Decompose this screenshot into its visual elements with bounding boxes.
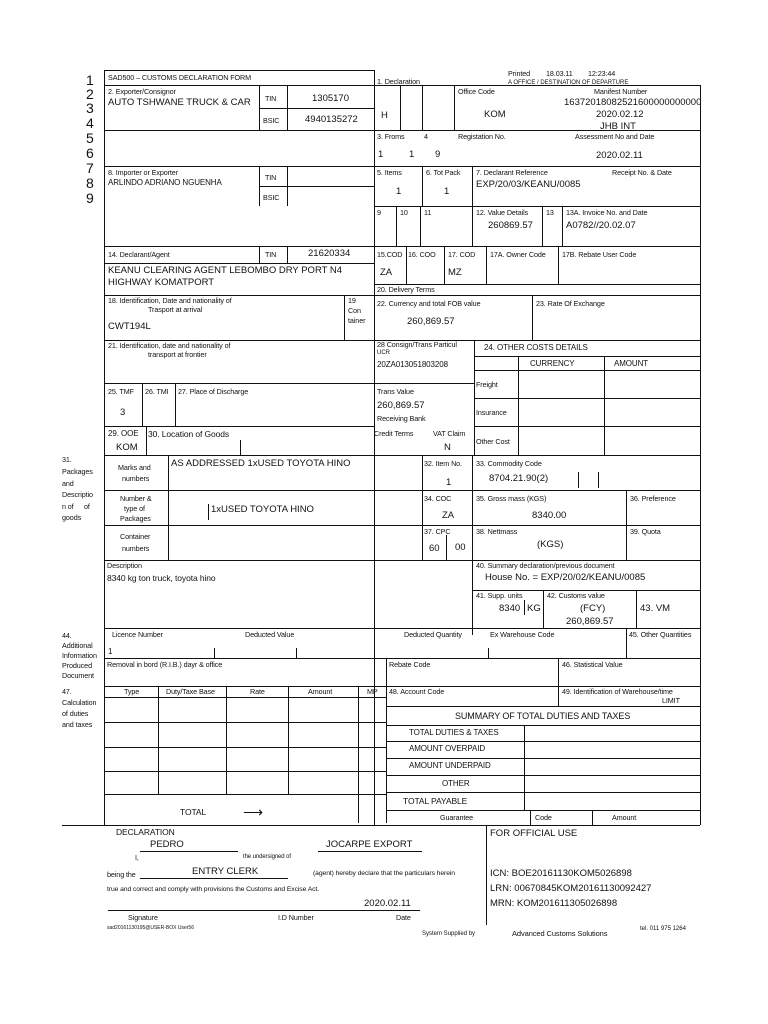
box10-label: 10 [400, 208, 408, 217]
cod17-value: MZ [448, 267, 462, 278]
insurance-label: Insurance [476, 408, 507, 417]
assessment-label: Assessment No and Date [575, 132, 655, 141]
summary-label: 40. Summary declaration/previous document [476, 561, 615, 570]
currency-column: CURRENCY [530, 359, 575, 368]
form-center-divider [374, 70, 375, 825]
guarantee-label: Guarantee [440, 813, 474, 822]
account-code-label: 48. Account Code [389, 687, 445, 696]
form-right-border [700, 85, 701, 825]
ooe-label: 29. OOE [108, 429, 139, 438]
declarant-tin-label: TIN [265, 250, 277, 259]
marks-label-1: Marks and [118, 463, 151, 472]
cpc-b: 00 [455, 542, 466, 553]
being-the-label: being the [107, 870, 136, 879]
deducted-value-label: Deducted Value [245, 630, 295, 639]
total-label: TOTAL [180, 807, 207, 817]
vat-label: VAT Claim [433, 429, 466, 438]
net-label: 38. Nettmass [476, 527, 518, 536]
invoice: A0782//20.02.07 [566, 220, 636, 231]
trans-value-label: Trans Value [377, 387, 414, 396]
declarant-ref: EXP/20/03/KEANU/0085 [476, 179, 581, 190]
statistical-value-label: 46. Statistical Value [562, 660, 623, 669]
form-top-border [104, 70, 374, 71]
summary-row-other: OTHER [442, 779, 470, 788]
cpc-label: 37. CPC [424, 527, 451, 536]
currency-label: 22. Currency and total FOB value [377, 299, 481, 308]
item-no: 1 [446, 477, 452, 488]
footer-user: sad20161130195@USER-BOX User56 [107, 925, 194, 931]
declaration-title: DECLARATION [116, 827, 175, 837]
duty-col-type: Type [124, 687, 140, 696]
declaration-agent-text: (agent) hereby declare that the particulars herein [313, 870, 455, 877]
other-cost-label: Other Cost [476, 437, 510, 446]
declaration-role: ENTRY CLERK [192, 866, 259, 877]
importer-name: ARLINDO ADRIANO NGUENHA [108, 178, 222, 187]
box9-label: 9 [377, 208, 381, 217]
official-mrn: MRN: KOM201611305026898 [490, 898, 618, 909]
exporter-bsic-label: BSIC [263, 116, 280, 125]
manifest-date: 2020.02.12 [596, 109, 644, 120]
item-no-label: 32. Item No. [424, 459, 462, 468]
manifest-place: JHB INT [600, 121, 636, 132]
exporter-label: 2. Exporter/Consignor [108, 87, 176, 96]
packages-value: 1xUSED TOYOTA HINO [211, 504, 314, 515]
arrow-right-icon: ⟶ [243, 804, 264, 820]
cod-label: 15.COD [377, 250, 403, 259]
number-label-2: type of [124, 504, 145, 513]
amount-column: AMOUNT [614, 359, 649, 368]
declarant-person: PEDRO [150, 839, 184, 850]
registration-label: Registation No. [458, 132, 506, 141]
ooe-value: KOM [116, 442, 138, 453]
duty-col-base: Duty/Taxe Base [166, 687, 215, 696]
importer-tin-label: TIN [265, 173, 277, 182]
signature-label: Signature [128, 913, 158, 922]
exporter-name: AUTO TSHWANE TRUCK & CAR [108, 97, 251, 108]
other-quantities-label: 45. Other Quantities [629, 630, 692, 639]
container-numbers-label-1: Container [120, 532, 151, 541]
additional-section-label: 44. [62, 631, 72, 640]
declarant-label: 14. Declarant/Agent [108, 250, 170, 259]
declaration-true-text: true and correct and comply with provisions the Customs and Excise Act. [107, 886, 320, 893]
container-label-1: 19 [348, 296, 356, 305]
arrival-label-2: Trasport at arrival [148, 305, 203, 314]
arrival-label-1: 18. Identification, Date and nationality of [108, 296, 232, 305]
other-costs-label: 24. OTHER COSTS DETAILS [484, 343, 588, 352]
vm-label: 43. VM [640, 603, 671, 614]
gross-label: 35. Gross mass (KGS) [476, 494, 547, 503]
amount-label: Amount [612, 813, 637, 822]
summary-value: House No. = EXP/20/02/KEANU/0085 [485, 572, 646, 583]
importer-label: 8. Importer or Exporter [108, 168, 178, 177]
commodity-value: 8704.21.90(2) [489, 473, 549, 484]
printed-time: 12:23:44 [588, 69, 616, 78]
row-number: 9 [86, 190, 94, 206]
cod-value: ZA [380, 267, 393, 278]
totpack-value: 1 [444, 186, 450, 197]
quota-label: 39. Quota [630, 527, 661, 536]
supp-label: 41. Supp. units [476, 591, 523, 600]
declarant-name-line2: HIGHWAY KOMATPORT [108, 277, 215, 288]
fob-total: 260,869.57 [407, 316, 455, 327]
duty-col-mp: MP [367, 687, 378, 696]
removal-label: Removal in bord (R.I.B.) dayr & office [107, 660, 223, 669]
cpc-a: 60 [429, 543, 440, 554]
tmi-label: 26. TMI [145, 387, 169, 396]
supp-value: 8340 [499, 603, 521, 614]
summary-row-underpaid: AMOUNT UNDERPAID [409, 761, 491, 770]
summary-row-total-payable: TOTAL PAYABLE [403, 796, 468, 806]
preference-label: 36. Preference [630, 494, 676, 503]
commodity-label: 33. Commodity Code [476, 459, 542, 468]
declaration-company: JOCARPE EXPORT [326, 839, 413, 850]
id-number-label: I.D Number [278, 913, 314, 922]
form-title: SAD500 – CUSTOMS DECLARATION FORM [108, 73, 252, 82]
ex-warehouse-label: Ex Warehouse Code [490, 630, 555, 639]
value-details: 260869.57 [488, 220, 533, 231]
duty-col-amount: Amount [308, 687, 333, 696]
receipt-label: Receipt No. & Date [612, 168, 672, 177]
declarant-ref-label: 7. Declarant Reference [476, 168, 548, 177]
declaration-date: 2020.02.11 [364, 898, 411, 909]
official-lrn: LRN: 00670845KOM20161130092427 [490, 883, 652, 894]
duties-section-label: 47. [62, 687, 72, 696]
row-number: 7 [86, 160, 94, 176]
owner-code-label: 17A. Owner Code [490, 250, 546, 259]
row-number: 3 [86, 100, 94, 116]
declarant-name-line1: KEANU CLEARING AGENT LEBOMBO DRY PORT N4 [108, 265, 343, 276]
forms-b: 1 [409, 149, 415, 160]
manifest-label: Manifest Number [594, 87, 648, 96]
duty-col-rate: Rate [250, 687, 265, 696]
receiving-bank-label: Receiving Bank [377, 414, 426, 423]
marks-label-2: numbers [122, 474, 150, 483]
invoice-label: 13A. Invoice No. and Date [566, 208, 648, 217]
vat-value: N [444, 442, 451, 453]
marks-value: AS ADDRESSED 1xUSED TOYOTA HINO [171, 458, 351, 469]
row-number: 8 [86, 175, 94, 191]
exporter-bsic: 4940135272 [305, 114, 358, 125]
credit-terms-label: Credit Terms [374, 429, 414, 438]
office-destination-label: A OFFICE / DESTINATION OF DEPARTURE [508, 80, 629, 86]
declaration-label: 1. Declaration [377, 77, 420, 86]
row-number: 5 [86, 130, 94, 146]
forms-label: 3. Froms [377, 132, 405, 141]
printed-label: Printed [508, 69, 531, 78]
forms-a: 1 [378, 149, 384, 160]
importer-bsic-label: BSIC [263, 193, 280, 202]
form-left-border [104, 70, 105, 825]
customs-value: 260,869.57 [566, 616, 614, 627]
assessment-date: 2020.02.11 [596, 150, 643, 161]
box4-label: 4 [424, 132, 428, 141]
container-label-3: tainer [348, 316, 366, 325]
location-label: 30. Location of Goods [148, 429, 230, 439]
deducted-qty-label: Deducted Quantity [404, 630, 462, 639]
frontier-label-1: 21. Identification, date and nationality of [108, 341, 231, 350]
value-details-label: 12. Value Details [476, 208, 529, 217]
licence-value: 1 [108, 647, 113, 656]
discharge-label: 27. Place of Discharge [178, 387, 249, 396]
manifest-number: 16372018082521600000000000 [564, 97, 702, 108]
coo-label: 16. COO [408, 250, 436, 259]
summary-row-total-duties: TOTAL DUTIES & TAXES [409, 728, 499, 737]
frontier-label-2: transport at frontier [148, 350, 207, 359]
number-label-3: Packages [120, 514, 151, 523]
rebate-code-label: Rebate Code [389, 660, 431, 669]
office-code-label: Office Code [458, 87, 495, 96]
row-number: 6 [86, 145, 94, 161]
date-label: Date [396, 913, 411, 922]
footer-company: Advanced Customs Solutions [512, 929, 608, 938]
supp-unit: KG [527, 603, 541, 614]
coc-value: ZA [442, 510, 455, 521]
warehouse-label-1: 49. Identification of Warehouse/time [562, 687, 673, 696]
box4-value: 9 [435, 149, 441, 160]
customs-value-label: 42. Customs value [547, 591, 605, 600]
summary-row-overpaid: AMOUNT OVERPAID [409, 744, 485, 753]
fcy-label: (FCY) [580, 603, 606, 614]
exporter-tin-label: TIN [265, 94, 277, 103]
trans-value: 260,869.57 [377, 400, 425, 411]
office-code: KOM [484, 109, 506, 120]
warehouse-label-2: LIMIT [662, 696, 680, 705]
footer-tel: tel. 011 975 1264 [640, 926, 686, 932]
code-label: Code [535, 813, 552, 822]
ucr-label: UCR [377, 350, 390, 356]
official-icn: ICN: BOE20161130KOM5026898 [490, 868, 632, 879]
declaration-value: H [381, 110, 388, 121]
exporter-tin: 1305170 [312, 93, 349, 104]
exchange-label: 23. Rate Of Exchange [536, 299, 605, 308]
row-number: 2 [86, 86, 94, 102]
ucr-value: 20ZA013051803208 [377, 360, 448, 369]
goods-section-label: 31. [62, 455, 72, 464]
totpack-label: 6. Tot Pack [426, 168, 461, 177]
licence-label: Licence Number [112, 630, 163, 639]
freight-label: Freight [476, 380, 498, 389]
cod17-label: 17. COD [448, 250, 476, 259]
undersigned-label: the undersigned of [243, 854, 291, 860]
row-number: 1 [86, 72, 94, 88]
footer-system: System Supplied by [422, 931, 476, 937]
tmf-value: 3 [120, 407, 126, 418]
rebate-user-label: 17B. Rebate User Code [562, 250, 637, 259]
number-label-1: Number & [120, 494, 152, 503]
summary-title: SUMMARY OF TOTAL DUTIES AND TAXES [455, 711, 631, 721]
declaration-i-label: I, [135, 853, 139, 862]
container-label-2: Con [348, 306, 361, 315]
items-label: 5. Items [377, 168, 402, 177]
declarant-tin: 21620334 [308, 248, 351, 259]
description-value: 8340 kg ton truck, toyota hino [107, 573, 216, 583]
official-use-title: FOR OFFICIAL USE [490, 828, 578, 839]
tmf-label: 25. TMF [108, 387, 134, 396]
delivery-terms-label: 20. Delivery Terms [377, 285, 435, 294]
box11-label: 11 [424, 208, 432, 217]
row-number: 4 [86, 115, 94, 131]
arrival-value: CWT194L [108, 321, 151, 332]
printed-date: 18.03.11 [546, 69, 573, 78]
description-label: Description [107, 561, 142, 570]
box13-label: 13 [546, 208, 554, 217]
container-numbers-label-2: numbers [122, 544, 150, 553]
net-unit: (KGS) [537, 539, 564, 550]
gross-value: 8340.00 [532, 510, 567, 521]
items-value: 1 [396, 186, 402, 197]
coc-label: 34. COC [424, 494, 452, 503]
consign-label: 28 Consign/Trans Particul [377, 340, 457, 349]
